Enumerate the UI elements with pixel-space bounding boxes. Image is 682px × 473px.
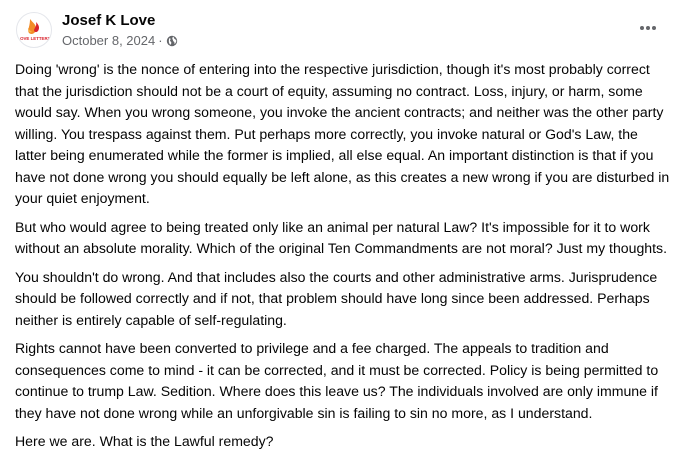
avatar[interactable]: [16, 12, 52, 48]
author-name[interactable]: Josef K Love: [62, 12, 156, 29]
more-horizontal-icon: [639, 25, 657, 31]
meta-separator: ·: [158, 33, 163, 48]
post-paragraph: Here we are. What is the Lawful remedy?: [15, 433, 274, 449]
post-body: [15, 59, 671, 460]
post-paragraph: Doing 'wrong' is the nonce of entering into the respective jurisdiction, though it's most probably correct that the jurisdiction should not be a court of equity, assuming no contract. Loss, injury, or harm, some would say. When you wrong someone, you invoke the ancient contracts; and neither was the other party willing. You trespass against them. Put perhaps more correctly, you invoke natural or God's Law, the latter being enumerated while the former is implied, all else equal. An important distinction is that if you have not done wrong you should equally be left alone, as this creates a new wrong if you are disturbed in your quiet enjoyment.: [15, 61, 670, 206]
svg-text:LOVE LETTERS: LOVE LETTERS: [17, 36, 51, 41]
more-options-button[interactable]: [634, 18, 662, 38]
post-paragraph: You shouldn't do wrong. And that includes also the courts and other administrative arms. Jurisprudence should be followed correctly and if not, that problem should have long since been addressed. Perhaps neither is entirely capable of self-regulating.: [15, 268, 658, 328]
post-date[interactable]: October 8, 2024: [62, 33, 156, 48]
author-block: [62, 12, 178, 49]
post-header: [16, 12, 666, 52]
love-letters-logo: [17, 13, 51, 47]
globe-icon[interactable]: [166, 35, 178, 47]
post-meta: [62, 33, 178, 49]
post-paragraph: But who would agree to being treated only like an animal per natural Law? It's impossible for it to work without an absolute morality. Which of the original Ten Commandments are not moral? Just my thoughts.: [15, 218, 668, 256]
post-paragraph: Rights cannot have been converted to privilege and a fee charged. The appeals to tradition and consequences come to mind - it can be corrected, and it must be corrected. Policy is being permitted to continue to trump Law. Sedition. Where does this leave us? The individuals involved are only immune if they have not done wrong while an unforgivable sin is failing to sin no more, as I understand.: [15, 340, 659, 421]
